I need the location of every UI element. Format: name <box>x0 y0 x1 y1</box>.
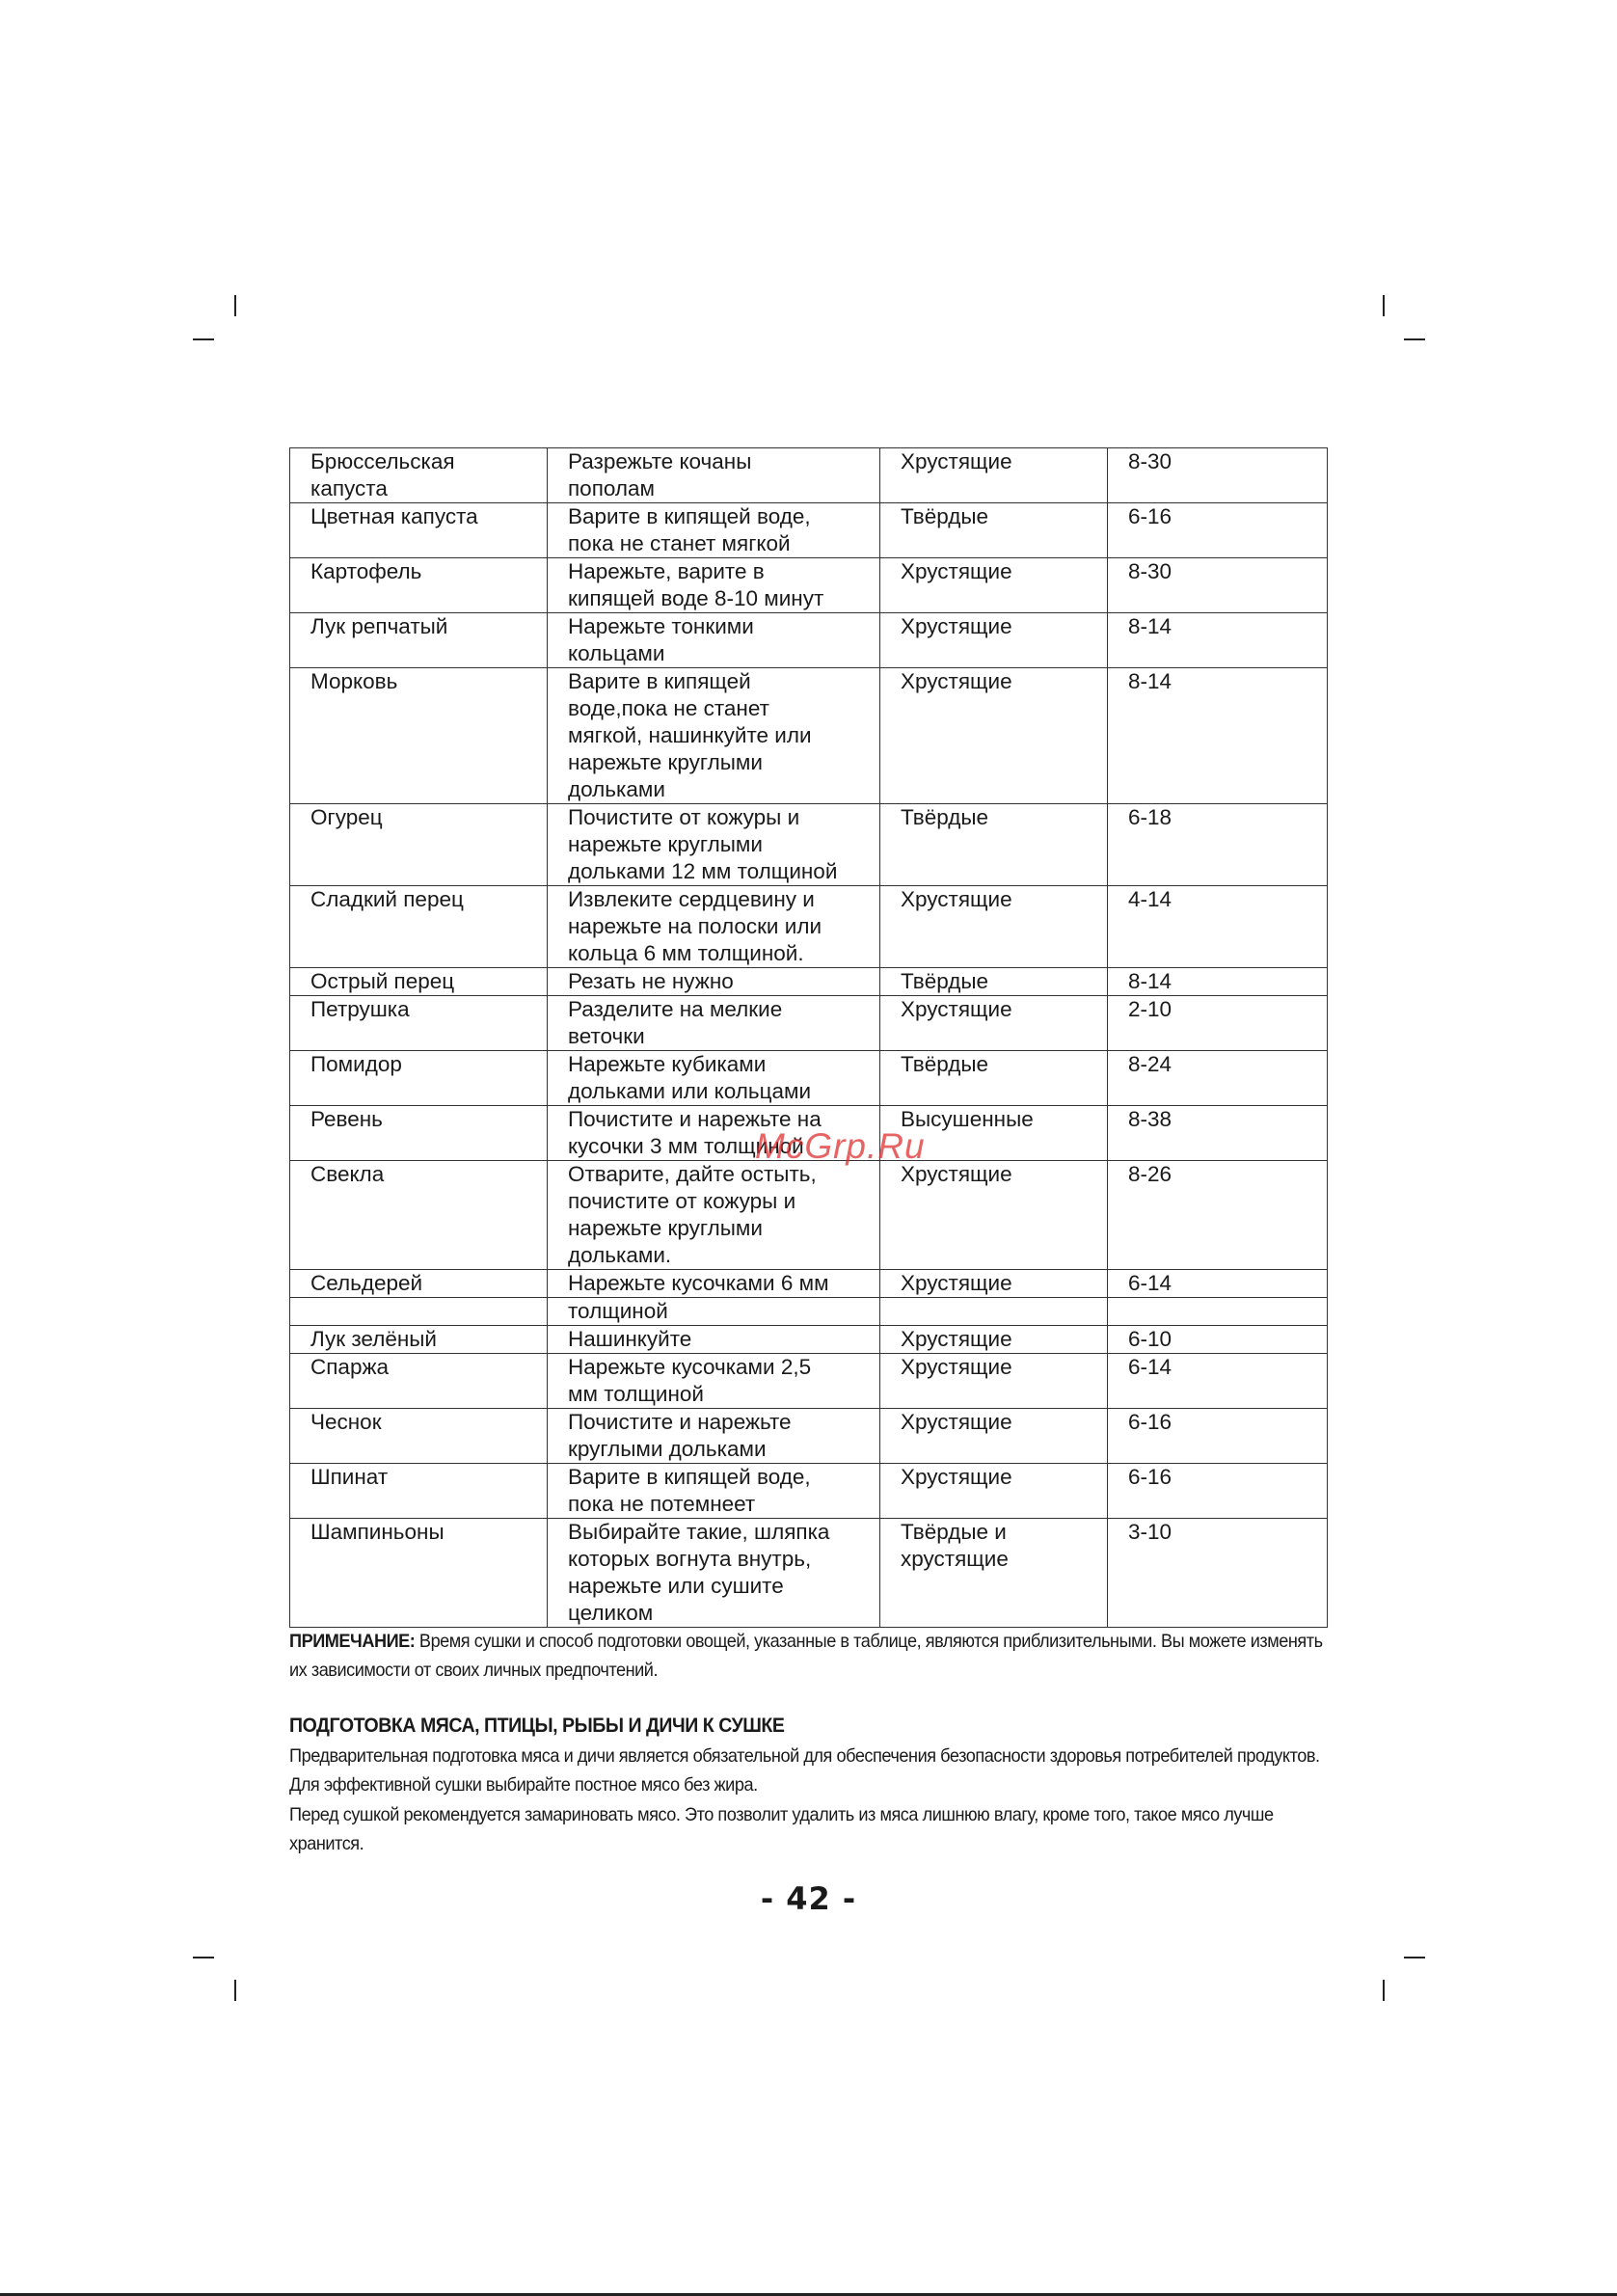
crop-mark <box>193 338 214 340</box>
state-cell: Хрустящие <box>880 1270 1108 1298</box>
product-cell: Ревень <box>290 1106 548 1161</box>
state-cell: Хрустящие <box>880 1354 1108 1409</box>
state-cell: Хрустящие <box>880 1409 1108 1464</box>
drying-hours-cell: 8-26 <box>1108 1161 1328 1270</box>
drying-hours-cell: 8-14 <box>1108 968 1328 996</box>
crop-mark <box>193 1957 214 1958</box>
preparation-cell: Разделите на мелкие веточки <box>548 996 880 1051</box>
product-cell: Шампиньоны <box>290 1519 548 1628</box>
product-cell: Лук зелёный <box>290 1326 548 1354</box>
drying-hours-cell: 4-14 <box>1108 886 1328 968</box>
crop-mark <box>234 295 236 316</box>
note-text: Время сушки и способ подготовки овощей, указанные в таблице, являются приблизительными. Вы можете изменять их зависимости от своих личных предпочтений. <box>289 1631 1323 1681</box>
drying-hours-cell: 8-30 <box>1108 558 1328 613</box>
table-row <box>290 1161 1328 1270</box>
product-cell: Картофель <box>290 558 548 613</box>
state-cell: Твёрдые <box>880 1051 1108 1106</box>
table-row <box>290 996 1328 1051</box>
preparation-cell: Варите в кипящей воде, пока не потемнеет <box>548 1464 880 1519</box>
state-cell <box>880 1298 1108 1326</box>
preparation-cell: Резать не нужно <box>548 968 880 996</box>
table-row <box>290 1270 1328 1298</box>
product-cell: Спаржа <box>290 1354 548 1409</box>
state-cell: Хрустящие <box>880 613 1108 668</box>
drying-hours-cell: 8-30 <box>1108 448 1328 503</box>
preparation-cell: Извлеките сердцевину и нарежьте на полоски или кольца 6 мм толщиной. <box>548 886 880 968</box>
product-cell <box>290 1298 548 1326</box>
drying-hours-cell: 6-18 <box>1108 804 1328 886</box>
preparation-cell: Выбирайте такие, шляпка которых вогнута внутрь, нарежьте или сушите целиком <box>548 1519 880 1628</box>
product-cell: Огурец <box>290 804 548 886</box>
state-cell: Твёрдые и хрустящие <box>880 1519 1108 1628</box>
drying-hours-cell: 8-14 <box>1108 668 1328 804</box>
drying-hours-cell: 6-14 <box>1108 1354 1328 1409</box>
table-row <box>290 886 1328 968</box>
preparation-cell: Нарежьте тонкими кольцами <box>548 613 880 668</box>
product-cell: Свекла <box>290 1161 548 1270</box>
drying-hours-cell: 2-10 <box>1108 996 1328 1051</box>
preparation-cell: Разрежьте кочаны пополам <box>548 448 880 503</box>
table-row <box>290 804 1328 886</box>
note-paragraph <box>289 1627 1330 1685</box>
product-cell: Морковь <box>290 668 548 804</box>
preparation-cell: Почистите от кожуры и нарежьте круглыми дольками 12 мм толщиной <box>548 804 880 886</box>
product-cell: Помидор <box>290 1051 548 1106</box>
drying-hours-cell: 6-16 <box>1108 503 1328 558</box>
state-cell: Твёрдые <box>880 968 1108 996</box>
table-row <box>290 558 1328 613</box>
vegetable-drying-table <box>289 447 1328 1628</box>
preparation-cell: Нарежьте кусочками 2,5 мм толщиной <box>548 1354 880 1409</box>
state-cell: Хрустящие <box>880 1326 1108 1354</box>
drying-hours-cell: 8-14 <box>1108 613 1328 668</box>
table-row <box>290 1326 1328 1354</box>
product-cell: Сельдерей <box>290 1270 548 1298</box>
preparation-cell: Нарежьте, варите в кипящей воде 8-10 минут <box>548 558 880 613</box>
preparation-cell: Нарежьте кубиками дольками или кольцами <box>548 1051 880 1106</box>
preparation-cell: Варите в кипящей воде,пока не станет мягкой, нашинкуйте или нарежьте круглыми дольками <box>548 668 880 804</box>
product-cell: Петрушка <box>290 996 548 1051</box>
preparation-cell: толщиной <box>548 1298 880 1326</box>
preparation-cell: Нарежьте кусочками 6 мм <box>548 1270 880 1298</box>
product-cell: Лук репчатый <box>290 613 548 668</box>
section-paragraph-1: Предварительная подготовка мяса и дичи является обязательной для обеспечения безопасности здоровья потребителей продуктов. Для эффективной сушки выбирайте постное мясо без жира. <box>289 1745 1320 1796</box>
crop-mark <box>234 1980 236 2001</box>
crop-mark <box>1404 338 1425 340</box>
table-row <box>290 1464 1328 1519</box>
table-row <box>290 1051 1328 1106</box>
state-cell: Твёрдые <box>880 804 1108 886</box>
preparation-cell: Почистите и нарежьте круглыми дольками <box>548 1409 880 1464</box>
product-cell: Шпинат <box>290 1464 548 1519</box>
drying-hours-cell: 3-10 <box>1108 1519 1328 1628</box>
state-cell: Хрустящие <box>880 558 1108 613</box>
state-cell: Твёрдые <box>880 503 1108 558</box>
state-cell: Хрустящие <box>880 668 1108 804</box>
drying-hours-cell: 8-24 <box>1108 1051 1328 1106</box>
table-row <box>290 613 1328 668</box>
note-label: ПРИМЕЧАНИЕ: <box>289 1631 416 1652</box>
crop-mark <box>1383 1980 1385 2001</box>
state-cell: Хрустящие <box>880 448 1108 503</box>
state-cell: Хрустящие <box>880 996 1108 1051</box>
state-cell: Высушенные <box>880 1106 1108 1161</box>
drying-hours-cell: 6-16 <box>1108 1409 1328 1464</box>
table-row <box>290 668 1328 804</box>
drying-hours-cell <box>1108 1298 1328 1326</box>
product-cell: Цветная капуста <box>290 503 548 558</box>
drying-hours-cell: 6-14 <box>1108 1270 1328 1298</box>
section-heading: ПОДГОТОВКА МЯСА, ПТИЦЫ, РЫБЫ И ДИЧИ К СУШКЕ <box>289 1715 785 1737</box>
crop-mark <box>1404 1957 1425 1958</box>
table-row <box>290 1298 1328 1326</box>
drying-hours-cell: 8-38 <box>1108 1106 1328 1161</box>
product-cell: Сладкий перец <box>290 886 548 968</box>
table-row <box>290 1519 1328 1628</box>
table-row <box>290 968 1328 996</box>
table-row <box>290 503 1328 558</box>
drying-hours-cell: 6-10 <box>1108 1326 1328 1354</box>
section-paragraph-2: Перед сушкой рекомендуется замариновать мясо. Это позволит удалить из мяса лишнюю влагу, кроме того, такое мясо лучше хранится. <box>289 1804 1274 1854</box>
table-row <box>290 448 1328 503</box>
state-cell: Хрустящие <box>880 886 1108 968</box>
product-cell: Чеснок <box>290 1409 548 1464</box>
preparation-cell: Нашинкуйте <box>548 1326 880 1354</box>
crop-mark <box>1383 295 1385 316</box>
state-cell: Хрустящие <box>880 1464 1108 1519</box>
watermark: McGrp.Ru <box>755 1126 926 1166</box>
table-row <box>290 1354 1328 1409</box>
drying-hours-cell: 6-16 <box>1108 1464 1328 1519</box>
page-number: - 42 - <box>760 1880 857 1917</box>
state-cell: Хрустящие <box>880 1161 1108 1270</box>
preparation-cell: Отварите, дайте остыть, почистите от кожуры и нарежьте круглыми дольками. <box>548 1161 880 1270</box>
preparation-cell: Почистите и нарежьте на кусочки 3 мм толщиной <box>548 1106 880 1161</box>
product-cell: Острый перец <box>290 968 548 996</box>
table-row <box>290 1409 1328 1464</box>
product-cell: Брюссельская капуста <box>290 448 548 503</box>
preparation-cell: Варите в кипящей воде, пока не станет мягкой <box>548 503 880 558</box>
